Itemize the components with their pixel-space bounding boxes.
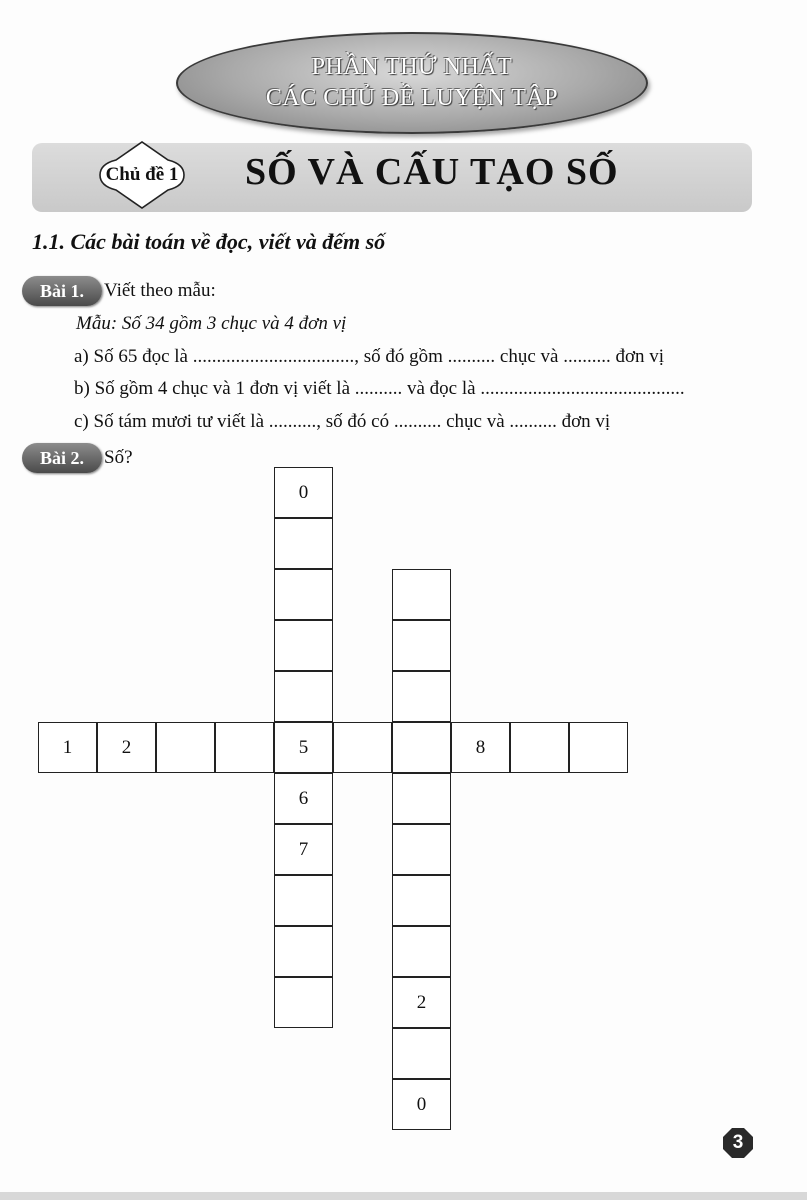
grid-cell-row-2[interactable]: 2 [97, 722, 156, 773]
grid-cell-left-col-5[interactable] [274, 671, 333, 722]
grid-cell-left-col-4[interactable] [274, 620, 333, 671]
grid-cell-left-col-9[interactable] [274, 875, 333, 926]
grid-cell-row-7[interactable] [392, 722, 451, 773]
exercise-2-badge: Bài 2. [22, 443, 102, 473]
exercise-1-badge: Bài 1. [22, 276, 102, 306]
grid-cell-right-col-3[interactable] [392, 671, 451, 722]
part-header-oval [176, 32, 648, 134]
exercise-1-item-c: c) Số tám mươi tư viết là .........., số đó có .......... chục và .......... đơn vị [74, 411, 611, 432]
exercise-1-item-a: a) Số 65 đọc là .................................., số đó gồm .......... chục và .......... đơn vị [74, 346, 665, 367]
exercise-2-instruction: Số? [104, 447, 133, 468]
grid-cell-row-6[interactable] [333, 722, 392, 773]
grid-cell-row-4[interactable] [215, 722, 274, 773]
exercise-1-example: Mẫu: Số 34 gồm 3 chục và 4 đơn vị [76, 313, 347, 334]
grid-cell-row-5[interactable]: 5 [274, 722, 333, 773]
grid-cell-left-col-2[interactable] [274, 518, 333, 569]
part-title-line2: CÁC CHỦ ĐỀ LUYỆN TẬP [265, 85, 559, 111]
topic-tag [86, 138, 198, 212]
grid-cell-left-col-1[interactable]: 0 [274, 467, 333, 518]
grid-cell-right-col-5[interactable] [392, 773, 451, 824]
grid-cell-right-col-11[interactable]: 0 [392, 1079, 451, 1130]
grid-cell-right-col-7[interactable] [392, 875, 451, 926]
grid-cell-right-col-10[interactable] [392, 1028, 451, 1079]
grid-cell-left-col-11[interactable] [274, 977, 333, 1028]
page-number: 3 [732, 1132, 744, 1153]
topic-tag-label: Chủ đề 1 [105, 164, 179, 185]
grid-cell-left-col-3[interactable] [274, 569, 333, 620]
grid-cell-row-10[interactable] [569, 722, 628, 773]
grid-cell-row-8[interactable]: 8 [451, 722, 510, 773]
exercise-1-item-b: b) Số gồm 4 chục và 1 đơn vị viết là .......... và đọc là ........................................... [74, 378, 685, 399]
grid-cell-left-col-10[interactable] [274, 926, 333, 977]
grid-cell-right-col-2[interactable] [392, 620, 451, 671]
section-heading: 1.1. Các bài toán về đọc, viết và đếm số [32, 229, 386, 254]
topic-title: SỐ VÀ CẤU TẠO SỐ [245, 151, 619, 193]
exercise-1-instruction: Viết theo mẫu: [104, 280, 216, 301]
grid-cell-right-col-1[interactable] [392, 569, 451, 620]
page-number-badge [722, 1127, 754, 1159]
grid-cell-right-col-9[interactable]: 2 [392, 977, 451, 1028]
grid-cell-left-col-8[interactable]: 7 [274, 824, 333, 875]
grid-cell-right-col-8[interactable] [392, 926, 451, 977]
part-title-line1: PHẦN THỨ NHẤT [311, 54, 513, 80]
grid-cell-right-col-6[interactable] [392, 824, 451, 875]
page-bottom-edge [0, 1192, 807, 1200]
grid-cell-row-9[interactable] [510, 722, 569, 773]
grid-cell-row-3[interactable] [156, 722, 215, 773]
grid-cell-left-col-7[interactable]: 6 [274, 773, 333, 824]
grid-cell-row-1[interactable]: 1 [38, 722, 97, 773]
